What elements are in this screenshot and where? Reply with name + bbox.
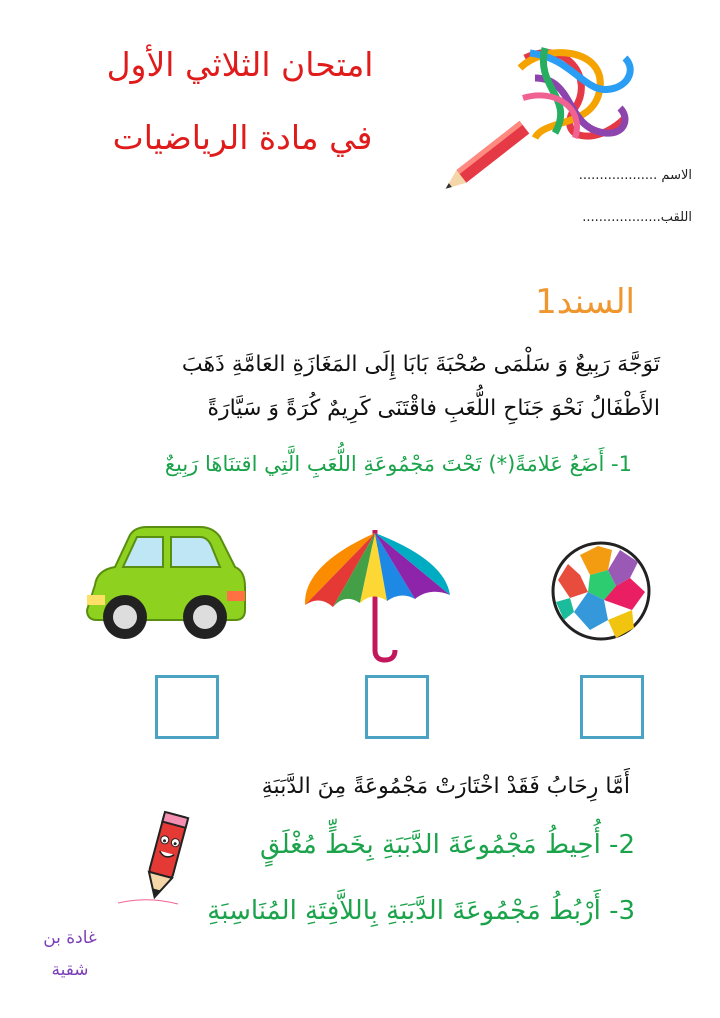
ball-icon [550, 540, 652, 642]
paragraph-line-2: الأَطْفَالُ نَحْوَ جَنَاحِ اللُّعَبِ فاقْتَنَى كَرِيمٌ كُرَةً وَ سَيَّارَةً [207, 396, 660, 421]
author-name-line-2: شقية [51, 960, 89, 980]
question-3: 3- أَرْبُطُ مَجْمُوعَةَ الدَّبَبَةِ بِاللاَّفِتَةِ المُنَاسِبَةِ [207, 896, 635, 926]
car-checkbox[interactable] [155, 675, 219, 739]
author-name-line-1: غادة بن [43, 928, 97, 948]
student-surname-field[interactable]: اللقب................... [582, 210, 692, 225]
ball-checkbox[interactable] [580, 675, 644, 739]
car-icon [85, 525, 247, 645]
umbrella-checkbox[interactable] [365, 675, 429, 739]
exam-title: امتحان الثلاثي الأول [106, 45, 374, 84]
student-name-field[interactable]: الاسم ................... [578, 168, 692, 183]
exam-subject: في مادة الرياضيات [112, 118, 373, 157]
paragraph-bears: أَمَّا رِحَابُ فَقَدْ اخْتَارَتْ مَجْمُوعَةً مِنَ الدَّبَبَةِ [261, 774, 630, 799]
question-1: 1- أَضَعُ عَلامَةً(*) تَحْتَ مَجْمُوعَةِ اللُّعَبِ الَّتِي اقتنَاهَا رَبِيعٌ [164, 452, 632, 476]
document-heading: السند1 [535, 282, 635, 322]
paragraph-line-1: تَوَجَّهَ رَبِيعٌ وَ سَلْمَى صُحْبَةَ بَابَا إِلَى المَغَازَةِ العَامَّةِ ذَهَبَ [181, 352, 660, 377]
umbrella-icon [295, 525, 455, 665]
question-2: 2- أُحِيطُ مَجْمُوعَةَ الدَّبَبَةِ بِخَطٍّ مُغْلَقٍ [260, 830, 635, 860]
